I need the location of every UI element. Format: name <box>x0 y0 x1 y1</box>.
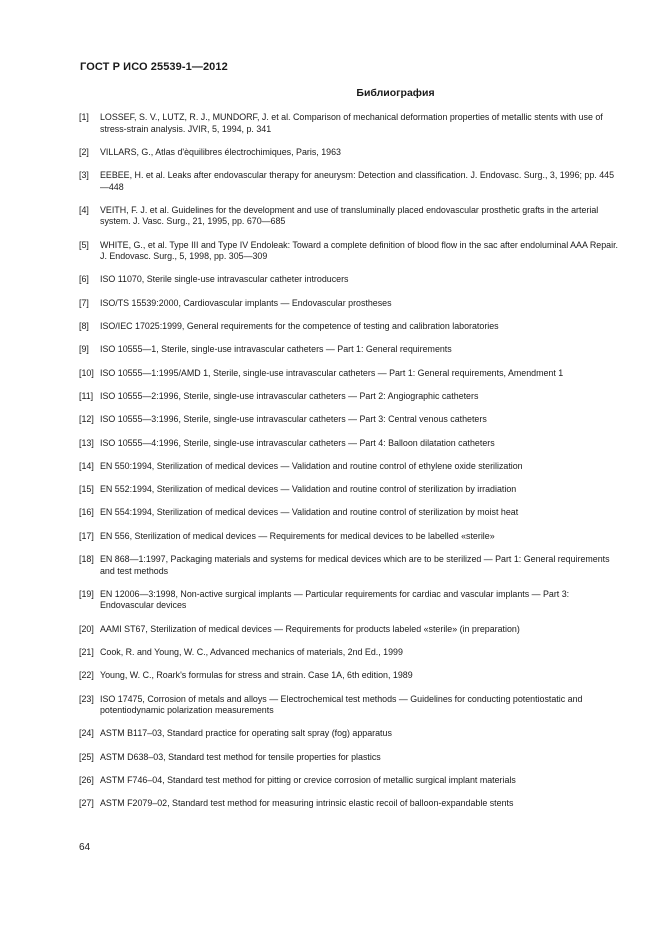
bibliography-entry <box>79 438 619 450</box>
bibliography-entry-number: [13] <box>79 437 94 448</box>
bibliography-entry-text: VEITH, F. J. et al. Guidelines for the development and use of transluminally placed endovascular prosthetic grafts in the arterial system. J. Vasc. Surg., 21, 1995, pp. 670—685 <box>100 204 599 227</box>
bibliography-entry <box>79 554 619 577</box>
page-number: 64 <box>79 842 91 853</box>
bibliography-entry-number: [1] <box>79 112 89 122</box>
bibliography-entry-text: EEBEE, H. et al. Leaks after endovascular therapy for aneurysm: Detection and classification. J. Endovasc. Surg., 3, 1996; pp. 445—448 <box>100 170 615 192</box>
bibliography-entry-text: WHITE, G., et al. Type III and Type IV Endoleak: Toward a complete definition of blood flow in the sac after endoluminal AAA Repair. J. Endovasc. Surg., 5, 1998, pp. 305—309 <box>100 239 618 262</box>
bibliography-entry <box>79 205 619 228</box>
bibliography-entry-text: ISO 10555—3:1996, Sterile, single-use intravascular catheters — Part 3: Central venous catheters <box>100 414 487 425</box>
bibliography-entry-number: [7] <box>79 297 89 308</box>
bibliography-entry-text: ISO 11070, Sterile single-use intravascular catheter introducers <box>100 274 349 285</box>
bibliography-entry-text: Young, W. C., Roark's formulas for stress and strain. Case 1A, 6th edition, 1989 <box>100 670 413 681</box>
bibliography-entry <box>79 531 619 543</box>
bibliography-entry <box>79 368 619 380</box>
bibliography-entry-text: ASTM B117–03, Standard practice for operating salt spray (fog) apparatus <box>100 728 392 739</box>
bibliography-entry <box>79 240 619 263</box>
bibliography-entry <box>79 147 619 159</box>
bibliography-entry <box>79 170 619 193</box>
bibliography-entry-text: ISO/TS 15539:2000, Cardiovascular implants — Endovascular prostheses <box>100 297 392 308</box>
bibliography-entry-number: [6] <box>79 274 89 285</box>
bibliography-entry-number: [26] <box>79 774 94 785</box>
bibliography-entry <box>79 624 619 636</box>
bibliography-entry-number: [8] <box>79 321 89 332</box>
bibliography-entry-number: [25] <box>79 751 94 762</box>
bibliography-entry-number: [12] <box>79 414 94 425</box>
bibliography-entry-text: EN 556, Sterilization of medical devices — Requirements for medical devices to be labelled «sterile» <box>100 530 495 541</box>
bibliography-entry <box>79 670 619 682</box>
bibliography-entry-number: [24] <box>79 728 94 739</box>
bibliography-entry <box>79 647 619 659</box>
bibliography-entry <box>79 298 619 310</box>
bibliography-entry-text: ASTM F2079–02, Standard test method for measuring intrinsic elastic recoil of balloon-expandable stents <box>100 798 514 809</box>
bibliography-entry-text: AAMI ST67, Sterilization of medical devices — Requirements for products labeled «sterile» (in preparation) <box>100 623 520 634</box>
bibliography-entry-number: [14] <box>79 460 94 471</box>
bibliography-entry-number: [15] <box>79 484 94 495</box>
bibliography-entry-number: [16] <box>79 507 94 518</box>
section-title: Библиография <box>356 87 435 99</box>
bibliography-entry <box>79 728 619 740</box>
bibliography-entry-text: EN 550:1994, Sterilization of medical devices — Validation and routine control of ethylene oxide sterilization <box>100 460 523 471</box>
bibliography-entry <box>79 775 619 787</box>
bibliography-entry-text: EN 868—1:1997, Packaging materials and systems for medical devices which are to be sterilized — Part 1: General requirements and test methods <box>100 554 610 576</box>
bibliography-entry-text: EN 554:1994, Sterilization of medical devices — Validation and routine control of sterilization by moist heat <box>100 507 519 518</box>
bibliography-entry-number: [5] <box>79 239 89 250</box>
bibliography-entry <box>79 798 619 810</box>
bibliography-entry-number: [27] <box>79 798 94 809</box>
document-code: ГОСТ Р ИСО 25539-1—2012 <box>80 61 228 73</box>
bibliography-entry-number: [20] <box>79 623 94 634</box>
bibliography-entry-number: [10] <box>79 367 94 378</box>
bibliography-entry <box>79 507 619 519</box>
bibliography-entry-number: [9] <box>79 344 89 355</box>
bibliography-entry-text: ISO 10555—2:1996, Sterile, single-use intravascular catheters — Part 2: Angiographic catheters <box>100 390 479 401</box>
bibliography-entry-number: [23] <box>79 693 94 704</box>
bibliography-entry <box>79 589 619 612</box>
bibliography-entry <box>79 321 619 333</box>
bibliography-entry-number: [18] <box>79 554 94 565</box>
bibliography-entry <box>79 274 619 286</box>
bibliography-entry-number: [4] <box>79 204 89 215</box>
bibliography-entry-number: [17] <box>79 530 94 541</box>
bibliography-entry-text: ISO 10555—1, Sterile, single-use intravascular catheters — Part 1: General requirements <box>100 344 452 355</box>
bibliography-entry-text: EN 12006—3:1998, Non-active surgical implants — Particular requirements for cardiac and vascular implants — Part 3: Endovascular devices <box>100 588 570 611</box>
bibliography-entry <box>79 112 619 135</box>
bibliography-entry-number: [22] <box>79 670 94 681</box>
bibliography-entry-number: [2] <box>79 146 89 157</box>
bibliography-entry-number: [11] <box>79 390 94 401</box>
bibliography-entry-text: ISO 10555—4:1996, Sterile, single-use intravascular catheters — Part 4: Balloon dilatation catheters <box>100 437 495 448</box>
bibliography-entry-text: ASTM F746–04, Standard test method for pitting or crevice corrosion of metallic surgical implant materials <box>100 774 516 785</box>
bibliography-entry-text: Cook, R. and Young, W. C., Advanced mechanics of materials, 2nd Ed., 1999 <box>100 646 403 657</box>
bibliography-list <box>79 112 619 822</box>
bibliography-entry-text: ASTM D638–03, Standard test method for tensile properties for plastics <box>100 751 381 762</box>
bibliography-entry <box>79 752 619 764</box>
bibliography-entry-text: ISO/IEC 17025:1999, General requirements for the competence of testing and calibration laboratories <box>100 321 499 332</box>
bibliography-entry-text: VILLARS, G., Atlas d'èquilibres électrochimiques, Paris, 1963 <box>100 146 341 157</box>
bibliography-entry-text: ISO 10555—1:1995/AMD 1, Sterile, single-use intravascular catheters — Part 1: General requirements, Amendment 1 <box>100 367 564 378</box>
bibliography-entry <box>79 414 619 426</box>
bibliography-entry <box>79 391 619 403</box>
bibliography-entry-number: [19] <box>79 588 94 599</box>
bibliography-entry-text: EN 552:1994, Sterilization of medical devices — Validation and routine control of sterilization by irradiation <box>100 484 517 495</box>
bibliography-entry <box>79 344 619 356</box>
bibliography-entry-text: ISO 17475, Corrosion of metals and alloys — Electrochemical test methods — Guidelines for conducting potentiostatic and potentiodynamic polarization measurements <box>100 693 583 716</box>
bibliography-entry <box>79 484 619 496</box>
bibliography-entry <box>79 694 619 717</box>
bibliography-entry-text: LOSSEF, S. V., LUTZ, R. J., MUNDORF, J. et al. Comparison of mechanical deformation properties of metallic stents with use of stress-strain analysis. JVIR, 5, 1994, p. 341 <box>100 112 603 134</box>
bibliography-entry-number: [3] <box>79 170 89 181</box>
bibliography-entry <box>79 461 619 473</box>
bibliography-entry-number: [21] <box>79 646 94 657</box>
